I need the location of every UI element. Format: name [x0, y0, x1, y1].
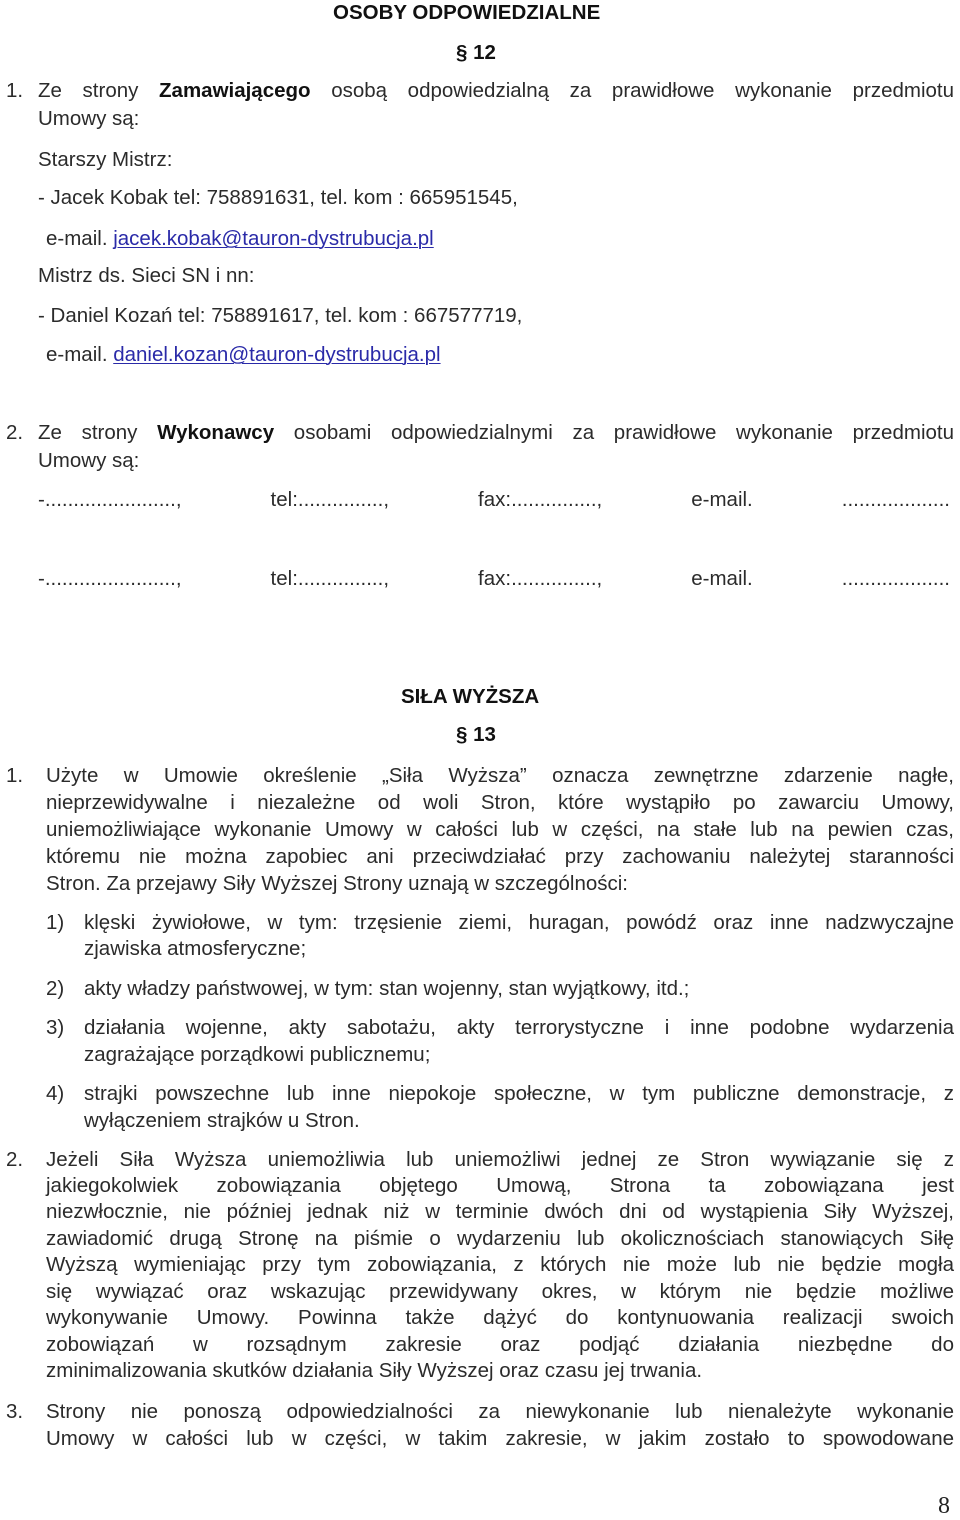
item1-line1	[38, 79, 954, 103]
p2-line: zobowiązań w rozsądnym zakresie oraz podjąć działania niezbędne do	[46, 1333, 954, 1356]
p2-line: zminimalizowania skutków działania Siły Wyższej oraz czasu jej trwania.	[46, 1359, 703, 1382]
contractor-placeholder-2: -......................., tel:..............., fax:..............., e-mail. ...................	[38, 567, 950, 590]
list-item-line: działania wojenne, akty sabotażu, akty terrorystyczne i inne podobne wydarzenia	[84, 1016, 954, 1039]
p1-line: Użyte w Umowie określenie „Siła Wyższa” oznacza zewnętrzne zdarzenie nagłe,	[46, 764, 954, 787]
paragraph-mark-12: § 12	[456, 41, 496, 64]
item1-rest: osobą odpowiedzialną za prawidłowe wykonanie przedmiotu	[310, 79, 954, 102]
person2-email-line	[46, 343, 441, 367]
item1-bold-party: Zamawiającego	[159, 79, 311, 102]
person1-email-line	[46, 227, 434, 251]
person1-email-link[interactable]: jacek.kobak@tauron-dystrubucja.pl	[113, 227, 434, 250]
item2-line1	[38, 421, 954, 445]
p2-line: jakiegokolwiek zobowiązania objętego Umową, Strona ta zobowiązana jest	[46, 1174, 954, 1197]
person1-email-label: e-mail.	[46, 227, 114, 250]
person2-email-label: e-mail.	[46, 343, 114, 366]
p1-line: nieprzewidywalne i niezależne od woli Stron, które wystąpiło po zawarciu Umowy,	[46, 791, 954, 814]
section-heading-responsible: OSOBY ODPOWIEDZIALNE	[333, 1, 601, 24]
item2-bold-party: Wykonawcy	[157, 421, 275, 444]
p2-line: zawiadomić drugą Stronę na piśmie o wydarzeniu lub okolicznościach stanowiących Siłę	[46, 1227, 954, 1250]
section-heading-force-majeure: SIŁA WYŻSZA	[401, 685, 540, 708]
list-item-line: zagrażające porządkowi publicznemu;	[84, 1043, 431, 1066]
list-item-line: klęski żywiołowe, w tym: trzęsienie ziemi, huragan, powódź oraz inne nadzwyczajne	[84, 911, 954, 934]
paragraph-number: 3.	[6, 1400, 24, 1423]
item-number: 1.	[6, 79, 24, 102]
list-item-number: 1)	[46, 911, 65, 934]
p3-line: Strony nie ponoszą odpowiedzialności za niewykonanie lub nienależyte wykonanie	[46, 1400, 954, 1423]
item2-rest: osobami odpowiedzialnymi za prawidłowe wykonanie przedmiotu	[274, 421, 954, 444]
list-item-number: 2)	[46, 977, 65, 1000]
item1-line2: Umowy są:	[38, 107, 140, 130]
paragraph-number: 2.	[6, 1148, 24, 1171]
p2-line: Wyższą wymieniając przy tym zobowiązania, z których nie może lub nie będzie mogła	[46, 1253, 954, 1276]
p2-line: Jeżeli Siła Wyższa uniemożliwia lub uniemożliwi jednej ze Stron wywiązanie się z	[46, 1148, 954, 1171]
item2-prefix: Ze strony	[38, 421, 158, 444]
person1-contact: - Jacek Kobak tel: 758891631, tel. kom : 665951545,	[38, 186, 518, 209]
list-item-number: 3)	[46, 1016, 65, 1039]
paragraph-mark-13: § 13	[456, 723, 496, 746]
p2-line: wykonywanie Umowy. Powinna także dążyć do kontynuowania realizacji swoich	[46, 1306, 954, 1329]
person2-email-link[interactable]: daniel.kozan@tauron-dystrubucja.pl	[113, 343, 441, 366]
item1-prefix: Ze strony	[38, 79, 160, 102]
paragraph-number: 1.	[6, 764, 24, 787]
p2-line: się wywiązać oraz wskazując przewidywany okres, w którym nie będzie możliwe	[46, 1280, 954, 1303]
p1-line: uniemożliwiające wykonanie Umowy w całości lub w części, na stałe lub na pewien czas,	[46, 818, 954, 841]
list-item-line: strajki powszechne lub inne niepokoje społeczne, w tym publiczne demonstracje, z	[84, 1082, 954, 1105]
list-item-number: 4)	[46, 1082, 65, 1105]
contractor-placeholder-1: -......................., tel:..............., fax:..............., e-mail. ...................	[38, 488, 950, 511]
person2-contact: - Daniel Kozań tel: 758891617, tel. kom : 667577719,	[38, 304, 523, 327]
list-item-line: wyłączeniem strajków u Stron.	[84, 1109, 360, 1132]
role-foreman-networks: Mistrz ds. Sieci SN i nn:	[38, 264, 255, 287]
p2-line: niezwłocznie, nie później jednak niż w terminie dwóch dni od wystąpienia Siły Wyższej,	[46, 1200, 954, 1223]
item-number: 2.	[6, 421, 24, 444]
role-senior-foreman: Starszy Mistrz:	[38, 148, 173, 171]
p1-line: Stron. Za przejawy Siły Wyższej Strony uznają w szczególności:	[46, 872, 628, 895]
item2-line2: Umowy są:	[38, 449, 140, 472]
page-number: 8	[938, 1493, 950, 1519]
p1-line: któremu nie można zapobiec ani przeciwdziałać przy zachowaniu należytej staranności	[46, 845, 954, 868]
p3-line: Umowy w całości lub w części, w takim zakresie, w jakim zostało to spowodowane	[46, 1427, 954, 1450]
list-item-line: zjawiska atmosferyczne;	[84, 937, 307, 960]
list-item-line: akty władzy państwowej, w tym: stan wojenny, stan wyjątkowy, itd.;	[84, 977, 690, 1000]
